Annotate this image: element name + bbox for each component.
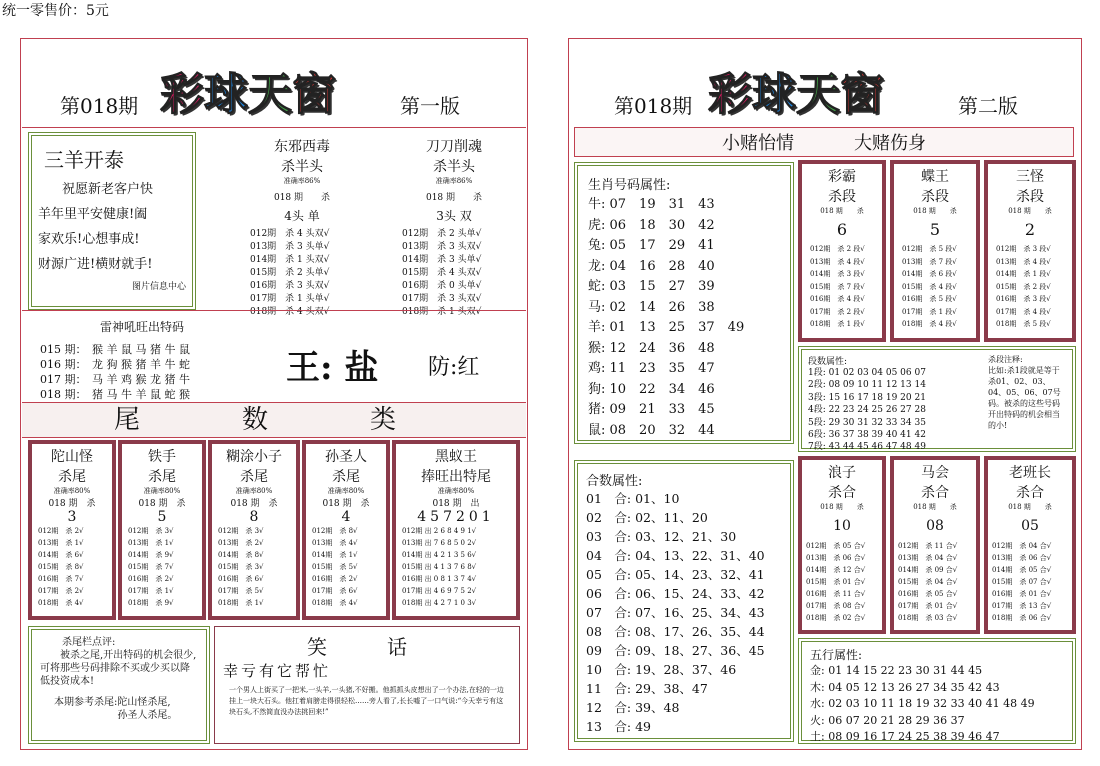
seg-attr-row: 3段: 15 16 17 18 19 20 21 (808, 392, 926, 403)
logo-char: 彩 (160, 69, 204, 120)
logo-char: 天 (796, 69, 840, 120)
seg-attr-row: 6段: 36 37 38 39 40 41 42 (808, 430, 926, 441)
tail-sub: 杀尾 (58, 469, 86, 485)
combo-row: 13 合: 49 (586, 719, 651, 734)
tail-issue: 018 期 杀 (138, 499, 186, 509)
wang-text: 王: 盐 (286, 348, 379, 388)
tail-rate: 准确率80% (327, 487, 365, 495)
combo-row: 03 合: 03、12、21、30 (586, 529, 737, 544)
zodiac-row: 兔: 05 17 29 41 (588, 238, 715, 253)
record-row: 012期 杀 3 段√ (996, 245, 1051, 253)
record-row: 013期 杀 2√ (218, 539, 264, 547)
he-value: 08 (926, 518, 944, 534)
record-list (396, 525, 516, 609)
tail-value: 457201 (417, 509, 495, 525)
record-row: 014期 出 4 2 1 3 5 6√ (402, 551, 477, 559)
combo-row: 08 合: 08、17、26、35、44 (586, 624, 765, 639)
zodiac-row: 羊: 01 13 25 37 49 (588, 320, 745, 335)
seg-attr-col (808, 354, 984, 453)
record-row: 013期 杀 3 头单√ (250, 242, 330, 252)
record-row: 018期 杀 4 头双√ (250, 307, 330, 317)
record-row: 015期 杀 3√ (218, 563, 264, 571)
record-row: 013期 杀 1√ (128, 539, 174, 547)
combo-list (586, 489, 782, 736)
record-row: 012期 杀 04 合√ (992, 542, 1052, 550)
record-row: 018期 杀 03 合√ (898, 614, 958, 622)
seg-issue: 018 期 杀 (820, 207, 864, 215)
greeting-title: 三羊开泰 (44, 148, 124, 172)
record-list (32, 525, 112, 609)
seg-issue: 018 期 杀 (913, 207, 957, 215)
record-row: 013期 杀 1√ (38, 539, 84, 547)
joke-box (214, 626, 520, 744)
joke-body: 一个男人上街买了一把米,一头羊,一头猪,不好搬。他抓抓头皮想出了一个办法,在轻的一边挂上一块大石头。他扛着肩膀走得很轻松……旁人看了,长长嘘了一口气说:“今天幸亏有这块石头,不然简直没办法挑回来!” (229, 686, 504, 716)
combo-row: 07 合: 07、16、25、34、43 (586, 605, 765, 620)
he-issue: 018 期 杀 (1008, 503, 1052, 511)
joke-subtitle: 幸亏有它帮忙 (223, 662, 332, 680)
seg-sub: 杀段 (921, 189, 949, 205)
record-row: 013期 杀 4√ (312, 539, 358, 547)
record-row: 017期 杀 1 头单√ (250, 294, 330, 304)
record-row: 017期 杀 6√ (312, 587, 358, 595)
record-row: 015期 出 4 1 3 7 6 8√ (402, 563, 477, 571)
block-value: 3头 双 (436, 209, 472, 223)
zodiac-row: 牛: 07 19 31 43 (588, 197, 715, 212)
seg-attr-row: 1段: 01 02 03 04 05 06 07 (808, 368, 926, 378)
zodiac-list (588, 195, 780, 441)
record-row: 014期 杀 1 头双√ (250, 255, 330, 265)
zodiac-row: 蛇: 03 15 27 39 (588, 279, 715, 294)
block-rate: 准确率86% (435, 177, 473, 185)
tail-name: 黑蚁王 (435, 449, 477, 465)
combo-box (574, 460, 794, 742)
tail-sub: 杀尾 (332, 469, 360, 485)
leishen-row: 015 期： 猴 羊 鼠 马 猪 牛 鼠 (40, 343, 190, 356)
record-row: 014期 杀 1 段√ (996, 270, 1051, 278)
logo-char: 球 (204, 69, 248, 120)
left-edition: 第一版 (400, 94, 460, 118)
tail-name: 孙圣人 (325, 449, 367, 465)
record-row: 016期 杀 11 合√ (806, 590, 866, 598)
tail-value: 4 (341, 509, 351, 525)
record-row: 012期 杀 8√ (312, 527, 358, 535)
seg-issue: 018 期 杀 (1008, 207, 1052, 215)
record-row: 018期 杀 9√ (128, 599, 174, 607)
he-box (798, 456, 886, 634)
tail-rate: 准确率80% (235, 487, 273, 495)
seg-sub: 杀段 (1016, 189, 1044, 205)
record-row: 015期 杀 01 合√ (806, 578, 866, 586)
seg-box (798, 160, 886, 342)
record-row: 018期 杀 1√ (218, 599, 264, 607)
seg-sub: 杀段 (828, 189, 856, 205)
seg-value: 2 (1024, 220, 1036, 239)
record-row: 016期 杀 05 合√ (898, 590, 958, 598)
record-row: 012期 杀 5 段√ (902, 245, 957, 253)
record-row: 016期 杀 0 头单√ (402, 281, 482, 291)
greeting-lines (38, 177, 186, 277)
right-edition: 第二版 (958, 94, 1018, 118)
record-row: 017期 杀 3 头双√ (402, 294, 482, 304)
record-row: 014期 杀 3 头单√ (402, 255, 482, 265)
record-row: 015期 杀 5√ (312, 563, 358, 571)
record-row: 013期 杀 06 合√ (806, 554, 866, 562)
record-row: 012期 杀 2 头单√ (402, 229, 482, 239)
combo-row: 09 合: 09、18、27、36、45 (586, 643, 765, 658)
record-row: 015期 杀 7√ (128, 563, 174, 571)
he-box (984, 456, 1076, 634)
record-row: 012期 杀 11 合√ (898, 542, 958, 550)
tail-rate: 准确率80% (437, 487, 475, 495)
seg-note-body: 比如:杀1段就是等于杀01、02、03、04、05、06、07号码。被杀的这些号码开出特码的机会相当的小! (988, 366, 1061, 430)
seg-note (984, 354, 1066, 444)
seg-attr-title: 段数属性: (808, 357, 848, 367)
greeting-credit: 图片信息中心 (131, 282, 186, 292)
record-row: 014期 杀 12 合√ (806, 566, 866, 574)
fang-text: 防:红 (428, 355, 480, 380)
record-row: 017期 出 4 6 9 7 5 2√ (402, 587, 477, 595)
wuxing-row: 土: 08 09 16 17 24 25 38 39 46 47 (810, 730, 1000, 743)
record-row: 015期 杀 2 头单√ (250, 268, 330, 278)
block-subtitle: 杀半头 (433, 159, 475, 175)
seg-name: 蝶王 (921, 169, 949, 185)
he-box (890, 456, 980, 634)
record-row: 015期 杀 7 段√ (810, 282, 865, 291)
combo-row: 02 合: 02、11、20 (586, 510, 708, 525)
seg-box (890, 160, 980, 342)
record-row: 018期 出 4 2 7 1 0 3√ (402, 599, 477, 607)
record-row: 016期 杀 2√ (128, 575, 174, 583)
record-row: 015期 杀 2 段√ (996, 282, 1051, 291)
record-row: 014期 杀 6 段√ (902, 270, 957, 278)
record-list (802, 243, 882, 331)
record-list (212, 525, 296, 609)
review-ref-label: 本期参考杀尾: (54, 697, 118, 708)
tail-value: 8 (249, 509, 259, 525)
he-name: 浪子 (828, 465, 856, 481)
zodiac-row: 鼠: 08 20 32 44 (588, 422, 715, 438)
record-row: 017期 杀 01 合√ (898, 602, 958, 610)
record-row: 015期 杀 4 段√ (902, 282, 957, 291)
record-row: 014期 杀 8√ (218, 551, 264, 559)
zodiac-row: 猪: 09 21 33 45 (588, 402, 715, 417)
record-row: 017期 杀 2 段√ (810, 307, 865, 316)
banner-left: 小赌怡情 (722, 133, 794, 154)
seg-value: 5 (929, 220, 941, 239)
review-ref-item: 孙圣人杀尾。 (117, 710, 178, 721)
block-value: 4头 单 (284, 209, 320, 223)
greeting-line: 家欢乐!心想事成! (38, 232, 140, 247)
record-list (122, 525, 202, 609)
review-title: 杀尾栏点评: (62, 637, 116, 648)
he-value: 10 (833, 518, 851, 534)
tail-name: 陀山怪 (51, 449, 93, 465)
combo-row: 05 合: 05、14、23、32、41 (586, 567, 765, 582)
tail-value: 3 (67, 509, 77, 525)
wuxing-row: 水: 02 03 10 11 18 19 32 33 40 41 48 49 (810, 697, 1035, 710)
wuxing-box (798, 638, 1076, 744)
seg-attr-box (798, 346, 1076, 452)
seg-name: 三怪 (1016, 169, 1044, 185)
leishen-list (40, 342, 190, 402)
block-issue: 018 期 杀 (425, 193, 483, 203)
record-row: 018期 杀 06 合√ (992, 614, 1052, 622)
leishen-row: 017 期： 马 羊 鸡 猴 龙 猪 牛 (40, 373, 190, 386)
tail-rate: 准确率80% (143, 487, 181, 495)
record-row: 013期 杀 04 合√ (898, 554, 958, 562)
record-row: 016期 杀 6√ (218, 575, 264, 583)
record-row: 016期 杀 4 段√ (810, 295, 865, 303)
logo-char: 窗 (840, 69, 884, 120)
record-list (988, 540, 1072, 624)
banner-right: 大赌伤身 (854, 133, 926, 154)
combo-row: 11 合: 29、38、47 (586, 681, 708, 696)
record-row: 016期 杀 3 段√ (996, 295, 1051, 303)
divider (22, 310, 526, 311)
record-row: 017期 杀 4 段√ (996, 307, 1051, 316)
review-ref-list (117, 696, 177, 722)
tail-box (28, 440, 116, 620)
record-row: 012期 杀 3√ (128, 527, 174, 535)
zodiac-box (574, 162, 794, 444)
he-value: 05 (1021, 518, 1039, 534)
tail-box (302, 440, 390, 620)
tail-sub: 捧旺出特尾 (421, 469, 491, 485)
wuxing-row: 火: 06 07 20 21 28 29 36 37 (810, 713, 965, 727)
tail-rate: 准确率80% (53, 487, 91, 495)
zodiac-row: 狗: 10 22 34 46 (588, 381, 715, 397)
zodiac-row: 鸡: 11 23 35 47 (588, 361, 715, 376)
tail-name: 铁手 (148, 449, 176, 465)
review-ref (40, 696, 198, 722)
record-list (894, 243, 976, 331)
greeting-box (28, 132, 196, 310)
wuxing-row: 木: 04 05 12 13 26 27 34 35 42 43 (810, 680, 1000, 694)
seg-name: 彩霸 (828, 169, 856, 185)
tail-sub: 杀尾 (240, 469, 268, 485)
tail-section-title: 尾 数 类 (22, 402, 526, 438)
record-row: 016期 杀 5 段√ (902, 295, 957, 303)
wuxing-list (810, 663, 1064, 746)
record-list (988, 243, 1072, 331)
tail-issue: 018 期 杀 (322, 499, 370, 509)
he-sub: 杀合 (921, 485, 949, 501)
record-row: 017期 杀 1√ (128, 587, 174, 595)
seg-attr-row: 7段: 43 44 45 46 47 48 49 (808, 442, 926, 453)
block-issue: 018 期 杀 (273, 193, 331, 203)
zodiac-row: 龙: 04 16 28 40 (588, 258, 715, 274)
combo-row: 04 合: 04、13、22、31、40 (586, 548, 765, 563)
he-sub: 杀合 (828, 485, 856, 501)
zodiac-row: 马: 02 14 26 38 (588, 299, 715, 315)
record-row: 014期 杀 05 合√ (992, 566, 1052, 574)
seg-attr-list (808, 367, 984, 454)
zodiac-row: 虎: 06 18 30 42 (588, 217, 715, 233)
seg-attr-row: 4段: 22 23 24 25 26 27 28 (808, 405, 926, 416)
record-row: 014期 杀 1√ (312, 551, 358, 559)
tail-value: 5 (157, 509, 167, 525)
he-name: 马会 (921, 465, 949, 481)
record-row: 017期 杀 5√ (218, 587, 264, 595)
record-row: 016期 杀 01 合√ (992, 590, 1052, 598)
record-row: 018期 杀 4√ (312, 599, 358, 607)
review-box (28, 626, 210, 744)
block-subtitle: 杀半头 (281, 159, 323, 175)
record-row: 012期 杀 3√ (218, 527, 264, 535)
seg-attr-row: 5段: 29 30 31 32 33 34 35 (808, 417, 926, 428)
logo-char: 天 (248, 69, 292, 120)
retail-price: 统一零售价：5元 (2, 3, 109, 19)
record-row: 015期 杀 8√ (38, 563, 84, 571)
dongxie-block (232, 136, 372, 319)
record-row: 017期 杀 1 段√ (902, 307, 957, 316)
record-row: 015期 杀 4 头双√ (402, 268, 482, 278)
combo-row: 10 合: 19、28、37、46 (586, 662, 737, 677)
wuxing-row: 金: 01 14 15 22 23 30 31 44 45 (810, 664, 983, 677)
tail-name: 糊涂小子 (226, 449, 282, 465)
record-row: 014期 杀 09 合√ (898, 566, 958, 574)
record-row: 012期 杀 2√ (38, 527, 84, 535)
he-issue: 018 期 杀 (913, 503, 957, 511)
zodiac-row: 猴: 12 24 36 48 (588, 340, 715, 356)
divider (22, 127, 526, 128)
review-ref-item: 陀山怪杀尾, (117, 697, 171, 708)
he-name: 老班长 (1009, 465, 1051, 481)
record-list (384, 228, 524, 319)
record-row: 013期 杀 4 段√ (996, 257, 1051, 266)
logo-char: 窗 (292, 69, 336, 120)
record-row: 018期 杀 5 段√ (996, 320, 1051, 328)
record-row: 017期 杀 13 合√ (992, 602, 1052, 610)
combo-row: 06 合: 06、15、24、33、42 (586, 586, 765, 601)
combo-row: 01 合: 01、10 (586, 491, 680, 506)
banner (574, 127, 1074, 157)
record-row: 014期 杀 6√ (38, 551, 84, 559)
block-name: 刀刀削魂 (426, 139, 482, 155)
logo-char: 彩 (708, 69, 752, 120)
left-logo (160, 58, 336, 122)
record-row: 018期 杀 4 段√ (902, 320, 957, 328)
record-row: 013期 杀 3 头双√ (402, 242, 482, 252)
seg-value: 6 (836, 220, 848, 239)
record-row: 017期 杀 2√ (38, 587, 84, 595)
right-logo (708, 58, 884, 122)
record-row: 017期 杀 08 合√ (806, 602, 866, 610)
combo-row: 12 合: 39、48 (586, 700, 680, 715)
tail-sub: 杀尾 (148, 469, 176, 485)
record-list (802, 540, 882, 624)
seg-attr-row: 2段: 08 09 10 11 12 13 14 (808, 380, 926, 391)
logo-char: 球 (752, 69, 796, 120)
record-row: 015期 杀 04 合√ (898, 578, 958, 586)
record-row: 012期 杀 05 合√ (806, 542, 866, 550)
record-row: 018期 杀 1 头双√ (402, 307, 482, 317)
wuxing-title: 五行属性: (810, 648, 863, 662)
record-row: 014期 杀 3 段√ (810, 270, 865, 278)
record-row: 016期 出 0 8 1 3 7 4√ (402, 575, 477, 583)
record-row: 016期 杀 7√ (38, 575, 84, 583)
record-row: 016期 杀 3 头双√ (250, 281, 330, 291)
record-list (894, 540, 976, 624)
seg-note-title: 杀段注释: (988, 355, 1023, 364)
leishen-row: 016 期： 龙 狗 猴 猪 羊 牛 蛇 (40, 358, 190, 371)
record-row: 013期 杀 7 段√ (902, 257, 957, 266)
joke-title: 笑 话 (307, 635, 427, 659)
tail-issue: 018 期 杀 (48, 499, 96, 509)
record-row: 015期 杀 07 合√ (992, 578, 1052, 586)
heiwang-box (392, 440, 520, 620)
record-row: 013期 出 7 6 8 5 0 2√ (402, 539, 477, 547)
leishen-row: 018 期： 猪 马 牛 羊 鼠 蛇 猴 (40, 388, 190, 401)
record-row: 018期 杀 4√ (38, 599, 84, 607)
leishen-title: 雷神吼旺出特码 (100, 320, 185, 334)
right-issue: 第018期 (614, 94, 693, 118)
record-row: 014期 杀 9√ (128, 551, 174, 559)
tail-issue: 018 期 杀 (230, 499, 278, 509)
record-row: 012期 杀 2 段√ (810, 245, 865, 253)
combo-title: 合数属性: (586, 474, 643, 489)
block-name: 东邪西毒 (274, 139, 330, 155)
he-issue: 018 期 杀 (820, 503, 864, 511)
record-row: 018期 杀 02 合√ (806, 614, 866, 622)
record-row: 018期 杀 1 段√ (810, 320, 865, 328)
block-rate: 准确率86% (283, 177, 321, 185)
greeting-line: 羊年里平安健康!阖 (38, 207, 148, 222)
record-list (232, 228, 372, 319)
record-row: 013期 杀 4 段√ (810, 257, 865, 266)
record-row: 016期 杀 2√ (312, 575, 358, 583)
greeting-line: 祝愿新老客户快 (62, 182, 154, 197)
zodiac-title: 生肖号码属性: (588, 178, 671, 193)
tail-issue: 018 期 出 (432, 499, 480, 509)
tail-box (208, 440, 300, 620)
greeting-line: 财源广进!横财就手! (38, 257, 153, 272)
review-body: 被杀之尾,开出特码的机会很少,可将那些号码排除不买或少买以降低投资成本! (40, 650, 197, 687)
record-row: 012期 杀 4 头双√ (250, 229, 330, 239)
daodao-block (384, 136, 524, 319)
seg-box (984, 160, 1076, 342)
left-issue: 第018期 (60, 94, 139, 118)
record-list (306, 525, 386, 609)
tail-box (118, 440, 206, 620)
record-row: 013期 杀 06 合√ (992, 554, 1052, 562)
record-row: 012期 出 2 6 8 4 9 1√ (402, 527, 477, 535)
he-sub: 杀合 (1016, 485, 1044, 501)
